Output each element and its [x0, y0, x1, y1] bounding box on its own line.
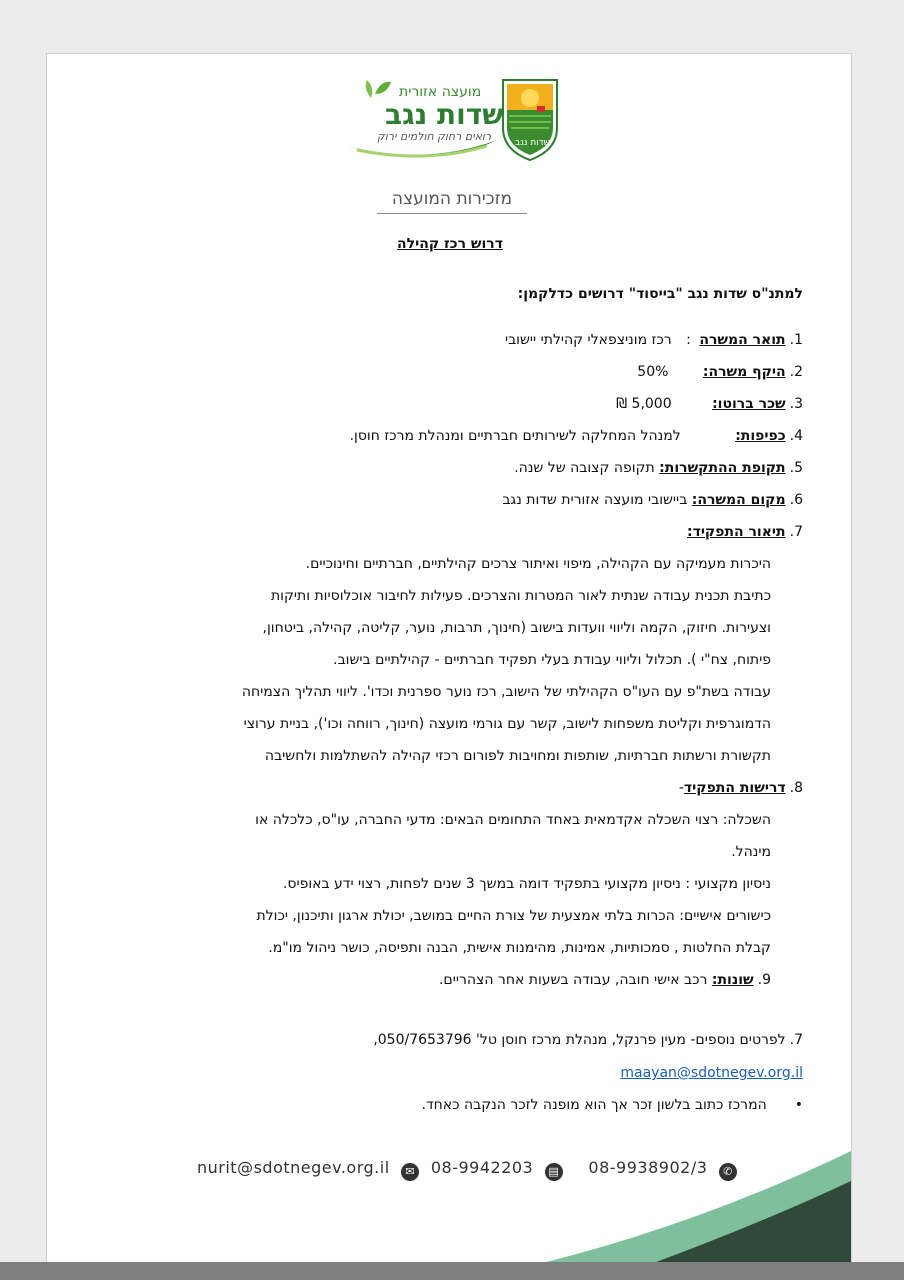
item-value: תקופה קצובה של שנה. — [514, 460, 655, 476]
letter-body — [123, 282, 803, 1182]
description-line: עבודה בשת"פ עם העו"ס הקהילתי של הישוב, רכז נוער ספרנית וכדו'. ליווי תהליך הצמיחה — [241, 684, 771, 700]
item-2 — [637, 364, 803, 380]
item-number: 6. — [789, 492, 803, 508]
item-value: 50% — [637, 364, 669, 380]
contact-email-link[interactable]: maayan@sdotnegev.org.il — [620, 1065, 803, 1081]
requirement-line: כישורים אישיים: הכרות בלתי אמצעית של צורת החיים במושב, יכולת ארגון ותיכנון, יכולת — [256, 908, 771, 924]
item-label: היקף משרה: — [702, 364, 786, 380]
footer-contacts — [197, 1158, 743, 1181]
item-4 — [350, 428, 803, 444]
description-line: וצעירות. חיזוק, הקמה וליווי וועדות בישוב (חינוך, תרבות, נוער, קליטה, קהילה, ביטחון, — [262, 620, 771, 636]
emblem-icon — [503, 80, 557, 160]
item-6 — [502, 492, 803, 508]
contact-line — [373, 1032, 803, 1048]
description-line: כתיבת תכנית עבודה שנתית לאור המטרות והצרכים. פעילות לחיבור אוכלוסיות ותיקות — [270, 588, 771, 604]
misc-item — [439, 972, 771, 988]
item-number: 9. — [757, 972, 771, 988]
logo-slogan: רואים רחוק חולמים ירוק — [377, 130, 492, 143]
footer-phone: 08-9938902/3 — [588, 1158, 708, 1177]
item-number: 7. — [789, 524, 803, 540]
contact-email-line — [620, 1065, 803, 1081]
item-7 — [687, 524, 803, 540]
item-sep: : — [686, 332, 691, 348]
item-label: שונות: — [711, 972, 754, 988]
job-title-text: דרוש רכז קהילה — [397, 236, 503, 252]
letter-page — [46, 53, 852, 1280]
item-label: תיאור התפקיד: — [686, 524, 786, 540]
item-label: מקום המשרה: — [691, 492, 786, 508]
item-label: כפיפות: — [735, 428, 786, 444]
job-title — [47, 236, 852, 252]
requirement-line: השכלה: רצוי השכלה אקדמאית באחד התחומים הבאים: מדעי החברה, עו"ס, כלכלה או — [255, 812, 771, 828]
item-value: רכב אישי חובה, עבודה בשעות אחר הצהריים. — [438, 972, 708, 988]
requirements-heading — [679, 780, 803, 796]
council-logo — [337, 76, 567, 164]
requirement-line: ניסיון מקצועי : ניסיון מקצועי בתפקיד דומה במשך 3 שנים לפחות, רצוי ידע באופיס. — [282, 876, 771, 892]
bottom-bar — [0, 1262, 904, 1280]
requirement-line: קבלת החלטות , סמכותיות, אמינות, מהימנות אישית, הבנה ותפיסה, כושר ניהול מו"מ. — [268, 940, 771, 956]
item-number: 7. — [789, 1032, 803, 1048]
item-value: 5,000 ₪ — [616, 396, 672, 412]
description-line: תקשורת ורשתות חברתיות, שותפות ומחויבות לפורום רכזי קהילה להשתלמות ולחשיבה — [264, 748, 771, 764]
item-number: 4. — [789, 428, 803, 444]
contact-text: לפרטים נוספים- מעין פרנקל, מנהלת מרכז חוסן טל' 050/7653796, — [373, 1032, 786, 1048]
description-line: הדמוגרפית וקליטת משפחות לישוב, קשר עם גורמי מועצה (חינוך, רווחה וכו'), בניית ערוצי — [243, 716, 771, 732]
item-number: 3. — [789, 396, 803, 412]
item-suffix: - — [678, 780, 684, 796]
item-value: רכז מוניצפאלי קהילתי יישובי — [504, 332, 672, 348]
item-number: 8. — [789, 780, 803, 796]
item-3 — [616, 396, 803, 412]
footer-fax: 08-9942203 — [430, 1158, 534, 1177]
department-heading: מזכירות המועצה — [377, 189, 527, 214]
item-label: תואר המשרה — [699, 332, 786, 348]
item-value: ביישובי מועצה אזורית שדות נגב — [502, 492, 688, 508]
item-number: 2. — [789, 364, 803, 380]
note-line — [422, 1097, 803, 1113]
item-value: למנהל המחלקה לשירותים חברתיים ומנהלת מרכז חוסן. — [349, 428, 681, 444]
footer-email: nurit@sdotnegev.org.il — [197, 1158, 390, 1177]
item-5 — [514, 460, 803, 476]
description-line: פיתוח, צח"י ). תכלול וליווי עבודת בעלי תפקיד חברתיים - קהילתיים בישוב. — [333, 652, 771, 668]
emblem-text: שדות נגב — [515, 138, 551, 148]
item-1 — [505, 332, 803, 348]
phone-icon: ✆ — [719, 1163, 737, 1181]
item-label: דרישות התפקיד — [683, 780, 786, 796]
item-number: 1. — [789, 332, 803, 348]
footer-wave — [47, 1120, 852, 1280]
logo-line1: מועצה אזורית — [399, 84, 482, 100]
description-line: היכרות מעמיקה עם הקהילה, מיפוי ואיתור צרכים קהילתיים, חברתיים וחינוכיים. — [305, 556, 771, 572]
item-number: 5. — [789, 460, 803, 476]
fax-icon: ▤ — [545, 1163, 563, 1181]
note-text: המרכז כתוב בלשון זכר אך הוא מופנה לזכר הנקבה כאחד. — [421, 1097, 767, 1113]
logo-line2: שדות נגב — [385, 98, 504, 131]
item-label: תקופת ההתקשרות: — [659, 460, 786, 476]
requirement-line: מינהל. — [731, 844, 771, 860]
item-label: שכר ברוטו: — [712, 396, 786, 412]
bullet-icon: • — [794, 1097, 803, 1113]
intro-line: למתנ"ס שדות נגב "בייסוד" דרושים כדלקמן: — [517, 286, 803, 302]
envelope-icon: ✉ — [401, 1163, 419, 1181]
